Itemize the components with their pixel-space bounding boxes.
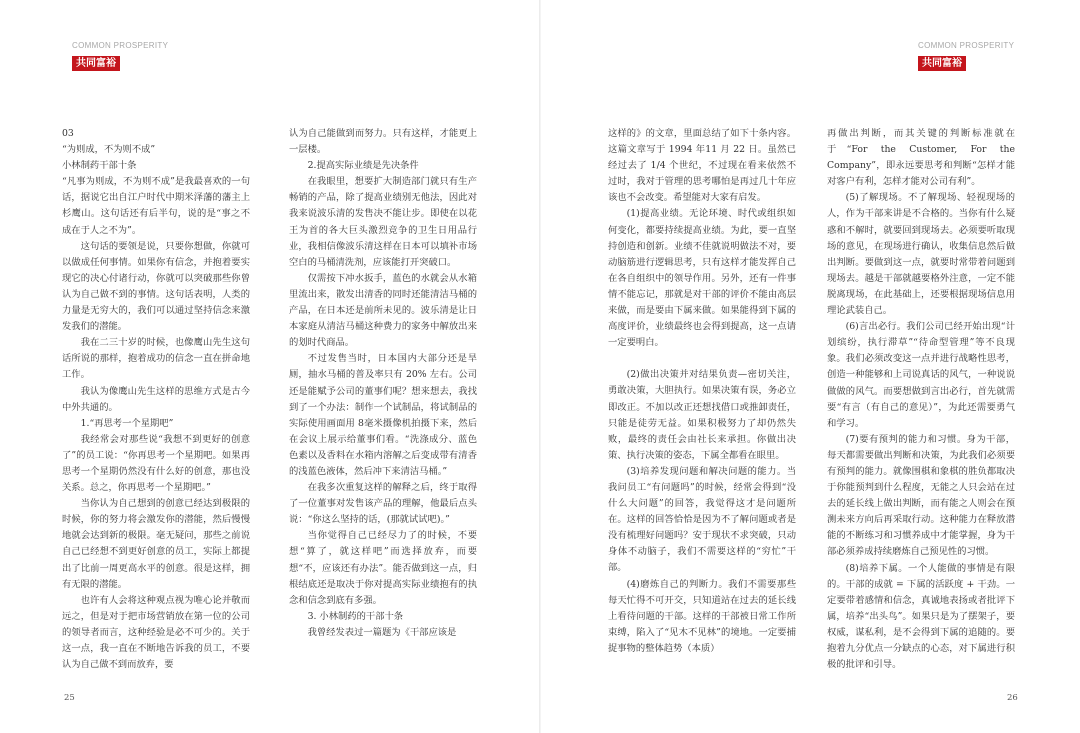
paragraph: 当你觉得自己已经尽力了的时候，不要想“算了，就这样吧”而选择放弃，而要想“不，应该还有办法”。能否做到这一点，归根结底还是取决于你对提高实际业绩抱有的执念和信念到底有多强。 [289,530,477,606]
paragraph: 我在二三十岁的时候，也像鹰山先生这句话所说的那样，抱着成功的信念一直在拼命地工作。 [62,337,250,381]
header-english-title: COMMON PROSPERITY [72,41,169,50]
paragraph: 当你认为自己想到的创意已经达到极限的时候，你的努力将会激发你的潜能，然后慢慢地就会达到新的极限。毫无疑问，那些之前说自己已经想不到更好创意的员工，实际上都提出了比前一周更高水平的创意。很是这样，拥有无限的潜能。 [62,498,250,590]
text-column-1 [62,126,250,673]
page-header [918,41,1014,71]
paragraph: 再做出判断，而其关键的判断标准就在于“For the Customer, For the Company”，即永远要思考和判断“怎样才能对客户有利，怎样才能对公司有利”。 [827,128,1015,188]
paragraph: 这样的》的文章，里面总结了如下十条内容。这篇文章写于 1994 年11 月 22 日。虽然已经过去了 1/4 个世纪，不过现在看来依然不过时，我对于管理的思考哪怕是再过几十年应该也不会改变。希望能对大家有启发。 [608,128,796,204]
right-page [540,0,1080,733]
paragraph: 在我眼里，想要扩大制造部门就只有生产畅销的产品，除了提高业绩别无他法，因此对我来说波乐清的发售决不能让步。即使在以花王为首的各大巨头激烈竞争的卫生日用品行业，我相信像波乐清这样在日本可以填补市场空白的马桶清洗剂，应该能打开突破口。 [289,176,477,268]
page-header [72,41,168,71]
paragraph: 仅需按下冲水扳手，蓝色的水就会从水箱里流出来，散发出清香的同时还能清洁马桶的产品，在日本还是前所未见的。波乐清是让日本家庭从清洁马桶这种费力的家务中解放出来的划时代商品。 [289,272,477,349]
paragraph: (8)培养下属。一个人能做的事情是有限的。干部的成就 = 下属的活跃度 + 干劲。一定要带着感情和信念，真诚地表扬或者批评下属，培养“出头鸟”。如果只是为了摆架子，要权威，谋私利，是不会得到下属的追随的。要抱着九分优点一分缺点的心态，对下属进行积极的批评和引导。 [827,562,1015,671]
article-title: “为则成，不为则不成” [62,144,156,156]
text-column-2 [289,126,477,641]
header-english-title: COMMON PROSPERITY [918,41,1015,50]
subheading: 3. 小林制药的干部十条 [307,610,404,622]
paragraph: (4)磨炼自己的判断力。我们不需要那些每天忙得不可开交，只知道站在过去的延长线上看待问题的干部。这样的干部被日常工作所束缚，陷入了“见木不见林”的境地。一定要捕捉事物的整体趋势（本质） [608,578,796,654]
paragraph: (5)了解现场。不了解现场、轻视现场的人，作为干部来讲是不合格的。当你有什么疑惑和不解时，就要回到现场去。必须要听取现场的意见，在现场进行确认，收集信息然后做出判断。要做到这一点，就要时常带着问题到现场去。越是干部就越要格外注意，一定不能脱离现场，在此基础上，还要根据现场信息用理论武装自己。 [827,192,1015,317]
article-subtitle: 小林制药干部十条 [62,160,137,172]
paragraph: (1)提高业绩。无论环境、时代或组织如何变化，都要持续提高业绩。为此，要一直坚持创造和创新。业绩不佳就说明做法不对，要动脑筋进行逻辑思考，只有这样才能发挥自己在各自组织中的领导作用。另外，还有一件事情不能忘记，那就是对干部的评价不能由高层来做，而是要由下属来做。如果能得到下属的高度评价，业绩最终也会得到提高，这一点请一定要明白。 [608,208,796,349]
page-number: 25 [64,693,75,703]
subheading: 2.提高实际业绩是先决条件 [307,160,419,172]
paragraph: 我经常会对那些说“我想不到更好的创意了”的员工说：“你再思考一个星期吧。如果再思考一个星期仍然没有什么好的创意，那也没关系。总之，你再思考一个星期吧。” [62,433,250,494]
paragraph: 这句话的要领是说，只要你想做，你就可以做成任何事情。如果你有信念，并抱着要实现它的决心付诸行动，你就可以突破那些你曾认为自己做不到的事情。这句话表明，人类的力量是无穷大的，我们可以通过坚持信念来激发我们的潜能。 [62,240,250,333]
paragraph: 不过发售当时，日本国内大部分还是旱厕，抽水马桶的普及率只有 20% 左右。公司还是能赋予公司的董事们呢？想来想去，我找到了一个办法：制作一个试制品，将试制品的实际使用画面用 8毫米摄像机拍摄下来，然后在会议上展示给董事们看。“洗涤成分、蓝色色素以及香料在水箱内溶解之后变成带有清香的浅蓝色液体，然后冲下来清洁马桶。” [289,353,477,477]
paragraph: (2)做出决策并对结果负责—密切关注，勇敢决策，大胆执行。如果决策有误，务必立即改正。不加以改正还想找借口或推卸责任，只能是徒劳无益。如果积极努力了却仍然失败，最终的责任会由社长来承担。你做出决策、执行决策的姿态，下属全都看在眼里。 [608,369,796,461]
section-number: 03 [62,128,74,139]
text-column-4 [827,126,1015,673]
paragraph: 在我多次重复这样的解释之后，终于取得了一位董事对发售该产品的理解，他最后点头说：“你这么坚持的话，(那就试试吧)。” [289,482,477,526]
paragraph: 认为自己能做到而努力。只有这样，才能更上一层楼。 [289,128,477,156]
paragraph: (7)要有预判的能力和习惯。身为干部，每天都需要做出判断和决策，为此我们必须要有预判的能力。就像围棋和象棋的胜负都取决于你能预判到什么程度，无能之人只会站在过去的延长线上做出判断，而有能之人则会在预测未来方向后再采取行动。这种能力在释放潜能的不断练习和习惯养成中才能掌握，身为干部必须养成持续磨炼自己预见性的习惯。 [827,433,1015,558]
paragraph: “凡事为则成，不为则不成”是我最喜欢的一句话，据说它出自江户时代中期米泽藩的藩主上杉鹰山。这句话还有后半句，说的是“事之不成在于人之不为”。 [62,176,250,236]
paragraph: 我曾经发表过一篇题为《干部应该是 [307,626,457,638]
page-number: 26 [1007,693,1018,703]
paragraph: 也许有人会将这种观点视为唯心论并敬而远之，但是对于把市场营销放在第一位的公司的领导者而言，这种经验是必不可少的。关于这一点，我一直在不断地告诉我的员工，不要认为自己做不到而放弃，要 [62,594,250,671]
paragraph: 我认为像鹰山先生这样的思维方式是古今中外共通的。 [62,385,250,413]
header-chinese-badge: 共同富裕 [918,56,966,71]
paragraph: (3)培养发现问题和解决问题的能力。当我问员工“有问题吗”的时候，经常会得到“没什么大问题”的回答，我觉得这才是问题所在。这样的回答恰恰是因为不了解问题或者是没有梳理好问题吗？安于现状不求突破，只动身体不动脑子，我们不需要这样的“穷忙”干部。 [608,465,796,574]
text-column-3 [608,126,796,657]
paragraph: (6)言出必行。我们公司已经开始出现“计划缤纷，执行滞草”“待命型管理”等不良现象。我们必须改变这一点并进行战略性思考，创造一种能够和上司说真话的风气，一种说说做做的风气。而要想做到言出必行，首先就需要“有言（有自己的意见）”，为此还需要勇气和学习。 [827,321,1015,429]
header-chinese-badge: 共同富裕 [72,56,120,71]
subheading: 1.“再思考一个星期吧” [80,417,174,429]
